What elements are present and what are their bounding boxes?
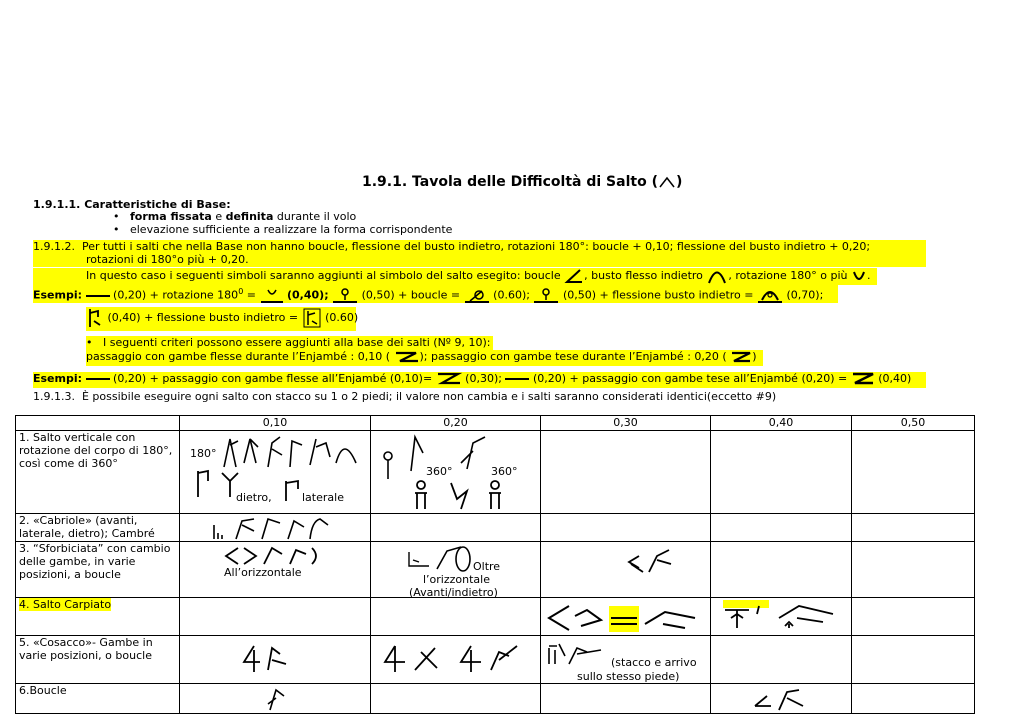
examples-1-line-1 — [33, 285, 838, 303]
row-label-text: 2. «Cabriole» (avanti, laterale, dietro); Cambré — [19, 514, 155, 540]
example-1b: (0,40); — [287, 288, 329, 302]
example-1d: (0.60); — [493, 288, 530, 302]
cell-010 — [180, 636, 371, 684]
section-2-text-2: rotazioni di 180°o più + 0,20. — [86, 253, 249, 266]
section-1-label: Caratteristiche di Base: — [84, 198, 231, 211]
cossack-figure-icon — [240, 642, 290, 676]
table-row — [16, 542, 975, 598]
rotation-360-label-1: 360° — [426, 465, 453, 478]
header-cell: 0,20 — [371, 416, 541, 431]
examples-1-label: Esempi: — [33, 288, 83, 302]
examples-2-line — [33, 372, 926, 388]
cell-040 — [711, 684, 852, 714]
section-2-text-3d: . — [867, 269, 871, 282]
cell-020 — [371, 514, 541, 542]
cell-020 — [371, 431, 541, 514]
criteria-line-text: passaggio con gambe flesse durante l’Enjambé : 0,10 ( — [86, 350, 391, 363]
rotation-360-label-2: 360° — [491, 465, 518, 478]
criteria-line — [86, 350, 763, 366]
section-1-bullet-2: • elevazione sufficiente a realizzare la forma corrispondente — [113, 223, 453, 236]
cell-030 — [541, 542, 711, 598]
row-label — [16, 431, 180, 514]
table-header-row — [16, 416, 975, 431]
table-row — [16, 431, 975, 514]
straight-legs-symbol-icon — [730, 351, 752, 363]
row-label — [16, 598, 180, 636]
header-cell: 0,10 — [180, 416, 371, 431]
scissors-symbol-icon — [407, 550, 431, 568]
example-2b: (0,30); — [465, 372, 502, 385]
section-2-line-1 — [33, 240, 926, 254]
cell-050 — [852, 542, 975, 598]
section-2-text-1: Per tutti i salti che nella Base non hanno boucle, flessione del busto indietro, rotazioni 180°: boucle + 0,10; flessione del busto indietro + 0,20; — [81, 240, 871, 253]
header-cell: 0,40 — [711, 416, 852, 431]
section-1-bullet-1: • forma fissata e definita durante il volo — [113, 210, 357, 223]
cell-050 — [852, 431, 975, 514]
boucle-figures-icon — [751, 686, 811, 712]
page-title — [362, 173, 682, 191]
cell-text-stacco: (stacco e arrivo — [611, 656, 697, 669]
cell-010 — [180, 431, 371, 514]
cell-text-orizzontale: All’orizzontale — [224, 566, 302, 579]
bent-legs-jump-icon — [436, 372, 462, 386]
pike-jump-figures-icon-2 — [723, 600, 843, 630]
cell-text-piede: sullo stesso piede) — [577, 670, 680, 683]
scissors-figure-icon — [433, 543, 473, 573]
jump-line-icon-2 — [86, 378, 110, 380]
row-label-text: 5. «Cosacco»- Gambe in varie posizioni, o boucle — [19, 636, 153, 662]
header-cell — [16, 416, 180, 431]
example-2c: (0,20) + passaggio con gambe tese all’Enjambé (0,20) = — [532, 372, 848, 385]
cossack-figures-icon — [381, 642, 531, 676]
cell-020 — [371, 636, 541, 684]
rotation-symbol-icon — [851, 268, 867, 284]
example-1a: (0,20) + rotazione 180 — [113, 288, 239, 302]
cell-030 — [541, 431, 711, 514]
back-bend-jump-icon — [757, 288, 783, 304]
title-close: ) — [675, 174, 683, 190]
table-row — [16, 636, 975, 684]
table-row — [16, 598, 975, 636]
row-label-text: 3. “Sforbiciata” con cambio delle gambe, in varie posizioni, a boucle — [19, 542, 171, 581]
jump-figures-icon — [220, 433, 360, 469]
example-1a-sup: 0 — [238, 287, 244, 296]
boucle-figure-icon — [260, 686, 290, 712]
boucle-symbol-icon — [564, 268, 584, 284]
stag-jump-icon — [86, 307, 104, 329]
cell-text-lorizzontale: l’orizzontale — [423, 573, 490, 586]
example-1e: (0,50) + flessione busto indietro = — [562, 288, 754, 302]
row-label-text: 6.Boucle — [19, 684, 67, 697]
rotation-jump-icon — [260, 288, 284, 304]
row-label-text: 4. Salto Carpiato — [19, 598, 112, 611]
row-label — [16, 684, 180, 714]
scissors-figures-icon — [224, 544, 324, 568]
row-label — [16, 542, 180, 598]
jump-figures-row-icon — [411, 479, 521, 511]
row-label-text: 1. Salto verticale con rotazione del corpo di 180°, così come di 360° — [19, 431, 173, 470]
cell-020 — [371, 684, 541, 714]
table-row — [16, 514, 975, 542]
section-2-text-3a: In questo caso i seguenti simboli saranno aggiunti al simbolo del salto esegito: boucle — [86, 269, 561, 282]
cell-030 — [541, 514, 711, 542]
pike-jump-figures-icon — [545, 602, 705, 632]
cell-040 — [711, 514, 852, 542]
section-2-text-3c: , rotazione 180° o più — [728, 269, 848, 282]
cell-030 — [541, 636, 711, 684]
section-3-number: 1.9.1.3. — [33, 390, 75, 403]
cell-020 — [371, 542, 541, 598]
cell-040 — [711, 542, 852, 598]
boucle-jump-icon — [464, 288, 490, 304]
cell-text-avanti: (Avanti/indietro) — [409, 586, 498, 599]
example-1c: (0,50) + boucle = — [361, 288, 461, 302]
examples-1-line-2 — [86, 307, 359, 331]
cell-030 — [541, 684, 711, 714]
cell-text-laterale: laterale — [302, 491, 344, 504]
cell-030 — [541, 598, 711, 636]
bent-legs-symbol-icon — [394, 351, 420, 363]
example-1g: (0,40) + flessione busto indietro = — [107, 311, 299, 324]
section-3-text: È possibile eseguire ogni salto con stacco su 1 o 2 piedi; il valore non cambia e i salti saranno considerati identici(eccetto #9) — [81, 390, 777, 403]
bold-definita: definita — [225, 210, 274, 223]
rotation-180-label: 180° — [190, 447, 217, 460]
cell-040 — [711, 598, 852, 636]
cell-040 — [711, 431, 852, 514]
section-2-line-2 — [33, 253, 926, 267]
examples-2-label: Esempi: — [33, 372, 83, 385]
section-1-number: 1.9.1.1. — [33, 198, 81, 211]
cell-050 — [852, 684, 975, 714]
title-text: 1.9.1. Tavola delle Difficoltà di Salto ( — [362, 174, 658, 190]
stag-back-bend-icon — [302, 307, 322, 329]
cell-050 — [852, 598, 975, 636]
vertical-jump-icon — [332, 288, 358, 304]
cell-050 — [852, 636, 975, 684]
criteria-bullet: • I seguenti criteri possono essere aggiunti alla base dei salti (Nº 9, 10): — [86, 336, 493, 350]
example-1h: (0.60) — [325, 311, 359, 324]
criteria-line-mid: ); passaggio con gambe tese durante l’Enjambé : 0,20 ( — [419, 350, 727, 363]
cell-010 — [180, 684, 371, 714]
criteria-line-end: ) — [752, 350, 757, 363]
straight-legs-jump-icon — [851, 372, 875, 386]
jump-line-icon — [86, 295, 110, 297]
header-cell: 0,50 — [852, 416, 975, 431]
scissors-boucle-icon — [625, 546, 675, 576]
bullet-2-text: elevazione sufficiente a realizzare la forma corrispondente — [129, 223, 453, 236]
cell-010 — [180, 514, 371, 542]
cell-text-oltre: Oltre — [473, 560, 501, 573]
bold-forma: forma fissata — [129, 210, 212, 223]
section-3-line — [33, 390, 776, 404]
cell-040 — [711, 636, 852, 684]
cell-010 — [180, 542, 371, 598]
header-cell: 0,30 — [541, 416, 711, 431]
section-2-text-3b: , busto flesso indietro — [584, 269, 703, 282]
cossack-same-foot-icon — [545, 640, 615, 666]
back-bend-symbol-icon — [706, 268, 728, 284]
vertical-jump-icon-2 — [533, 288, 559, 304]
criteria-text: I seguenti criteri possono essere aggiunti alla base dei salti (Nº 9, 10): — [102, 336, 491, 349]
section-2-number: 1.9.1.2. — [33, 240, 75, 253]
jump-line-icon-3 — [505, 378, 529, 380]
example-1a2: = — [243, 288, 256, 302]
row-label — [16, 636, 180, 684]
row-label — [16, 514, 180, 542]
vertical-jump-figure-icon — [381, 451, 395, 481]
stag-lateral-icon — [282, 477, 302, 503]
example-2d: (0,40) — [878, 372, 912, 385]
example-1f: (0,70); — [786, 288, 824, 302]
table-row — [16, 684, 975, 714]
example-2a: (0,20) + passaggio con gambe flesse all’Enjambé (0,10)= — [113, 372, 433, 385]
cell-010 — [180, 598, 371, 636]
cell-050 — [852, 514, 975, 542]
text-e: e — [211, 210, 226, 223]
jump-symbol-icon — [658, 175, 676, 189]
cell-text-dietro: dietro, — [236, 491, 272, 504]
section-2-line-3 — [33, 268, 877, 285]
text-rest: durante il volo — [273, 210, 357, 223]
cell-020 — [371, 598, 541, 636]
difficulty-table — [15, 415, 975, 714]
cabriole-figures-icon — [210, 515, 330, 541]
